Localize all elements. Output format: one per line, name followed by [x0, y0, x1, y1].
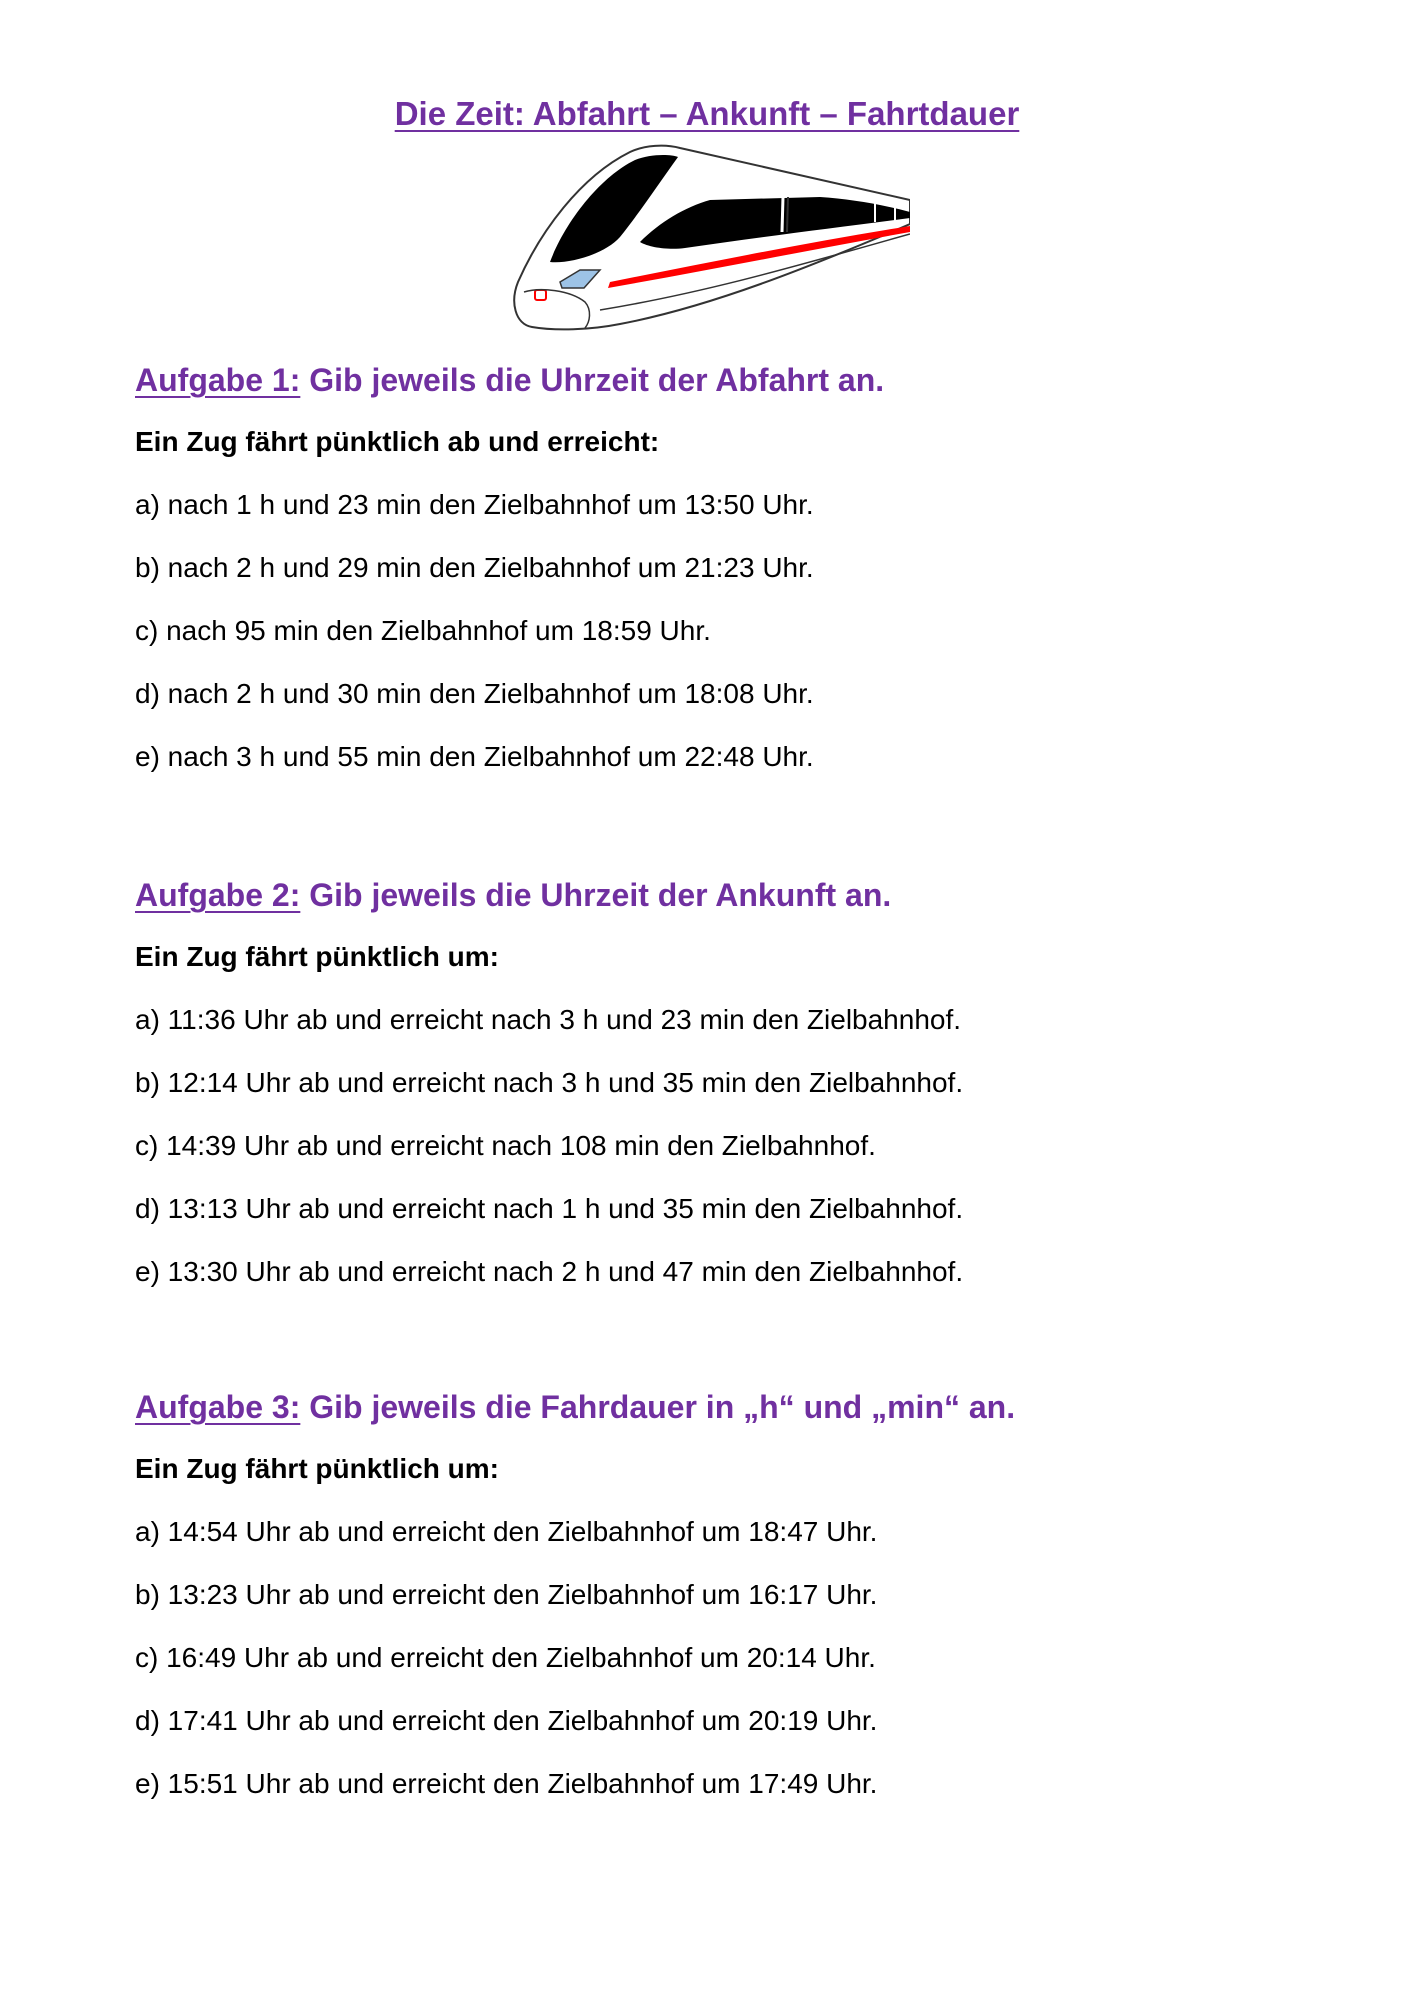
task-3-label: Aufgabe 3: — [135, 1389, 301, 1425]
task-item: e) 13:30 Uhr ab und erreicht nach 2 h und 47 min den Zielbahnhof. — [135, 1256, 964, 1287]
task-item: a) 11:36 Uhr ab und erreicht nach 3 h und 23 min den Zielbahnhof. — [135, 1004, 962, 1035]
task-3-heading — [135, 1385, 1335, 1429]
task-item: b) 12:14 Uhr ab und erreicht nach 3 h und 35 min den Zielbahnhof. — [135, 1067, 964, 1098]
task-2-items — [135, 1000, 1335, 1292]
train-headlight — [535, 290, 546, 300]
task-3-instruction: Gib jeweils die Fahrdauer in „h“ und „min“ an. — [300, 1389, 1016, 1425]
high-speed-train-icon — [510, 142, 910, 332]
train-door-line — [782, 197, 783, 232]
task-item: c) 14:39 Uhr ab und erreicht nach 108 min den Zielbahnhof. — [135, 1130, 876, 1161]
task-item: b) 13:23 Uhr ab und erreicht den Zielbahnhof um 16:17 Uhr. — [135, 1579, 878, 1610]
task-2 — [135, 873, 1335, 1292]
task-1-intro: Ein Zug fährt pünktlich ab und erreicht: — [135, 426, 660, 457]
task-item: a) 14:54 Uhr ab und erreicht den Zielbahnhof um 18:47 Uhr. — [135, 1516, 878, 1547]
task-1 — [135, 358, 1335, 777]
task-2-intro: Ein Zug fährt pünktlich um: — [135, 941, 499, 972]
task-2-heading — [135, 873, 1335, 917]
task-1-instruction: Gib jeweils die Uhrzeit der Abfahrt an. — [300, 362, 885, 398]
task-item: d) nach 2 h und 30 min den Zielbahnhof um 18:08 Uhr. — [135, 678, 814, 709]
task-1-items — [135, 485, 1335, 777]
task-2-label: Aufgabe 2: — [135, 877, 301, 913]
task-item: a) nach 1 h und 23 min den Zielbahnhof um 13:50 Uhr. — [135, 489, 814, 520]
task-1-heading — [135, 358, 1335, 402]
task-item: e) nach 3 h und 55 min den Zielbahnhof um 22:48 Uhr. — [135, 741, 814, 772]
task-item: b) nach 2 h und 29 min den Zielbahnhof um 21:23 Uhr. — [135, 552, 814, 583]
task-item: c) nach 95 min den Zielbahnhof um 18:59 Uhr. — [135, 615, 711, 646]
task-3-items — [135, 1512, 1335, 1804]
task-2-instruction: Gib jeweils die Uhrzeit der Ankunft an. — [300, 877, 892, 913]
task-item: c) 16:49 Uhr ab und erreicht den Zielbahnhof um 20:14 Uhr. — [135, 1642, 876, 1673]
page-title — [0, 92, 1414, 136]
task-1-label: Aufgabe 1: — [135, 362, 301, 398]
page-title-text: Die Zeit: Abfahrt – Ankunft – Fahrtdauer — [394, 95, 1020, 133]
task-3-intro: Ein Zug fährt pünktlich um: — [135, 1453, 499, 1484]
task-item: d) 17:41 Uhr ab und erreicht den Zielbahnhof um 20:19 Uhr. — [135, 1705, 878, 1736]
task-item: e) 15:51 Uhr ab und erreicht den Zielbahnhof um 17:49 Uhr. — [135, 1768, 878, 1799]
task-item: d) 13:13 Uhr ab und erreicht nach 1 h und 35 min den Zielbahnhof. — [135, 1193, 964, 1224]
task-3 — [135, 1385, 1335, 1804]
train-door-line — [787, 197, 788, 232]
